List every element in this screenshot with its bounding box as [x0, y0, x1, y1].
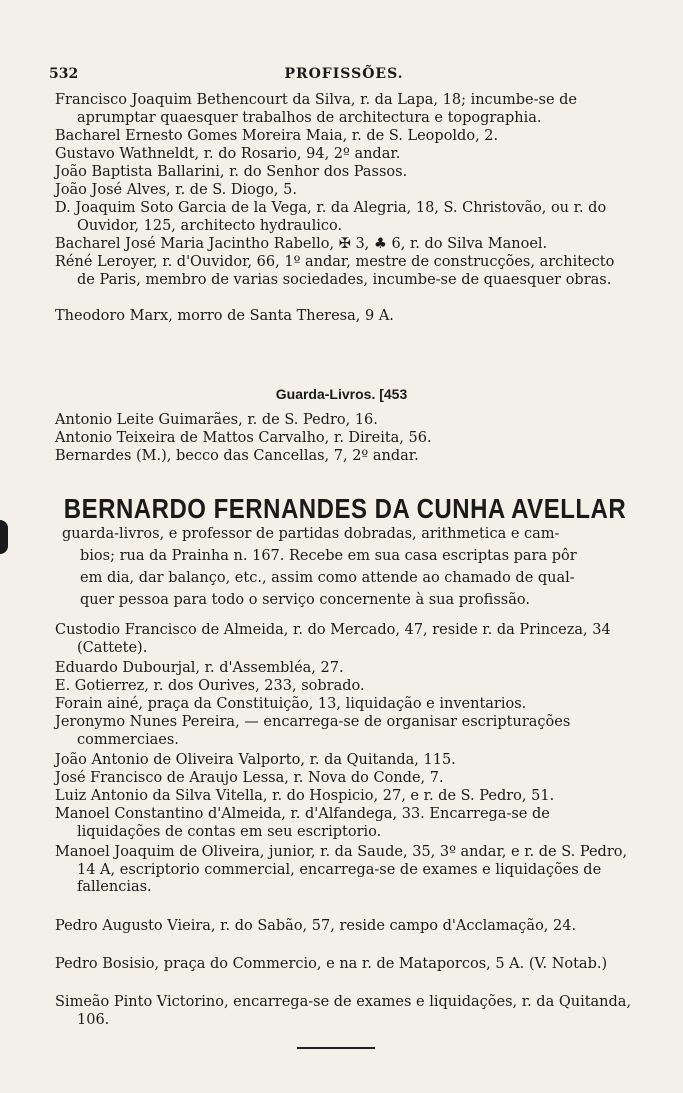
closing-rule: [297, 1047, 375, 1049]
list-item: Eduardo Dubourjal, r. d'Assembléa, 27.: [55, 660, 344, 676]
page-number: 532: [49, 66, 79, 82]
list-item: Antonio Teixeira de Mattos Carvalho, r. Direita, 56.: [55, 430, 432, 446]
list-item: Theodoro Marx, morro de Santa Theresa, 9 A.: [55, 308, 394, 324]
list-item: Manoel Constantino d'Almeida, r. d'Alfandega, 33. Encarrega-se de liquidações de contas em seu escriptorio.: [55, 806, 550, 840]
list-item: Pedro Bosisio, praça do Commercio, e na r. de Mataporcos, 5 A. (V. Notab.): [55, 956, 608, 972]
featured-description-line: em dia, dar balanço, etc., assim como attende ao chamado de qual-: [80, 570, 575, 586]
list-item: Antonio Leite Guimarães, r. de S. Pedro, 16.: [55, 412, 378, 428]
list-item: Custodio Francisco de Almeida, r. do Mercado, 47, reside r. da Princeza, 34 (Cattete).: [55, 622, 611, 656]
list-item: Jeronymo Nunes Pereira, — encarrega-se de organisar escripturações commerciaes.: [55, 714, 571, 748]
list-item: Bacharel José Maria Jacintho Rabello, ✠ 3, ♣ 6, r. do Silva Manoel.: [55, 236, 548, 252]
featured-name: BERNARDO FERNANDES DA CUNHA AVELLAR: [63, 494, 627, 526]
list-item: João José Alves, r. de S. Diogo, 5.: [55, 182, 297, 198]
list-item: E. Gotierrez, r. dos Ourives, 233, sobrado.: [55, 678, 365, 694]
section-heading: Guarda-Livros. [453: [275, 386, 408, 402]
list-item: Bacharel Ernesto Gomes Moreira Maia, r. de S. Leopoldo, 2.: [55, 128, 499, 144]
list-item: D. Joaquim Soto Garcia de la Vega, r. da Alegria, 18, S. Christovão, ou r. do Ouvidor, 125, architecto hydraulico.: [55, 200, 607, 234]
page-header: [49, 66, 639, 86]
list-item: Simeão Pinto Victorino, encarrega-se de exames e liquidações, r. da Quitanda, 106.: [55, 994, 632, 1028]
list-item: Forain ainé, praça da Constituição, 13, liquidação e inventarios.: [55, 696, 527, 712]
list-item: Bernardes (M.), becco das Cancellas, 7, 2º andar.: [55, 448, 419, 464]
binding-mark: [0, 520, 8, 554]
featured-description-line: guarda-livros, e professor de partidas dobradas, arithmetica e cam-: [62, 526, 560, 542]
list-item: Pedro Augusto Vieira, r. do Sabão, 57, reside campo d'Acclamação, 24.: [55, 918, 577, 934]
list-item: João Baptista Ballarini, r. do Senhor dos Passos.: [55, 164, 408, 180]
list-item: Luiz Antonio da Silva Vitella, r. do Hospicio, 27, e r. de S. Pedro, 51.: [55, 788, 555, 804]
list-item: João Antonio de Oliveira Valporto, r. da Quitanda, 115.: [55, 752, 456, 768]
featured-description-line: quer pessoa para todo o serviço concernente à sua profissão.: [80, 592, 530, 608]
list-item: Manoel Joaquim de Oliveira, junior, r. da Saude, 35, 3º andar, e r. de S. Pedro, 14 A, escriptorio commercial, encarrega-se de exames e liquidações de fallencias.: [55, 844, 628, 896]
running-head: PROFISSÕES.: [284, 66, 404, 82]
list-item: Réné Leroyer, r. d'Ouvidor, 66, 1º andar, mestre de construcções, architecto de Paris, membro de varias sociedades, incumbe-se de quaesquer obras.: [55, 254, 615, 288]
featured-description-line: bios; rua da Prainha n. 167. Recebe em sua casa escriptas para pôr: [80, 548, 577, 564]
list-item: Gustavo Wathneldt, r. do Rosario, 94, 2º andar.: [55, 146, 401, 162]
list-item: José Francisco de Araujo Lessa, r. Nova do Conde, 7.: [55, 770, 444, 786]
list-item: Francisco Joaquim Bethencourt da Silva, r. da Lapa, 18; incumbe-se de aprumptar quaesquer trabalhos de architectura e topographia.: [55, 92, 578, 126]
